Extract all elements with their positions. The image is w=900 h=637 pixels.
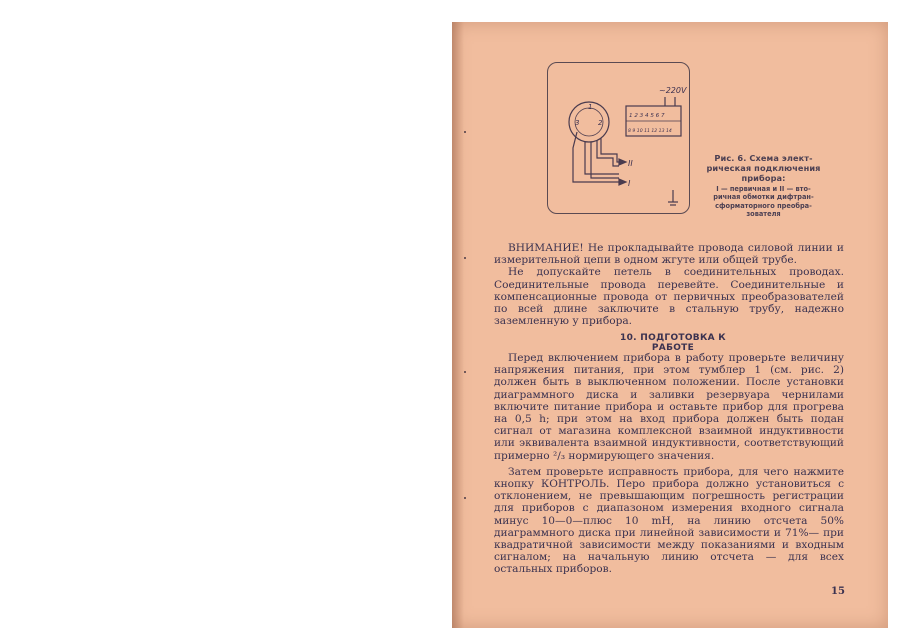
figure-caption: [705, 153, 822, 183]
connector-pin-3: 3: [575, 119, 580, 127]
wiring-diagram-svg: [547, 62, 688, 212]
section-title: 10. ПОДГОТОВКА К РАБОТЕ: [620, 333, 726, 353]
margin-mark: [464, 497, 466, 499]
terminal-bottom-row: 8 9 10 11 12 13 14: [628, 129, 672, 134]
margin-mark: [464, 257, 466, 259]
preparation-paragraph: Перед включением прибора в работу проверьте величину напряжения питания, при этом тумблер 1 (см. рис. 2) должен быть в выключенном положении. После установки диаграммного диска и заливки резервуара чернилами включите питание прибора и оставьте прибор для прогрева на 0,5 h; при этом на вход прибора должен быть подан сигнал от магазина комплексной взаимной индуктивности или эквивалента взаимной индуктивности, соответствующий примерно ²/₃ нормирующего значения.: [494, 352, 844, 462]
control-paragraph: Затем проверьте исправность прибора, для чего нажмите кнопку КОНТРОЛЬ. Перо прибора должно установиться с отклонением, не превышающим погрешность регистрации для приборов с диапазоном измерения входного сигнала минус 10—0—плюс 10 mH, на линию отсчета 50% диаграммного диска при линейной зависимости и 71%— при квадратичной зависимости между показаниями и входным сигналом; на начальную линию отсчета — для всех остальных приборов.: [494, 465, 844, 576]
legend-line: ричная обмотки дифтран-: [713, 193, 814, 202]
legend-line: зователя: [746, 210, 781, 219]
warning-paragraph: ВНИМАНИЕ! Не прокладывайте провода силовой линии и измерительной цепи в одном жгуте или общей трубе.: [494, 242, 844, 267]
legend-line: I — первичная и II — вто-: [716, 185, 811, 193]
warning-block: [494, 242, 844, 327]
caption-line: рическая подключения: [706, 163, 821, 173]
page-number: 15: [831, 586, 845, 597]
margin-mark: [464, 371, 466, 373]
section-body: [494, 352, 844, 576]
connector-pin-2: 2: [598, 119, 603, 127]
page-binding-shadow: [452, 22, 464, 628]
margin-mark: [464, 131, 466, 133]
caption-line: Рис. 6. Схема элект-: [714, 153, 813, 163]
caption-line: прибора:: [741, 173, 786, 183]
wire-label-1: I: [628, 179, 631, 188]
terminal-top-row: 1 2 3 4 5 6 7: [629, 113, 665, 119]
voltage-label: ~220V: [659, 86, 687, 95]
legend-line: сформаторного преобра-: [715, 201, 812, 210]
connector-pin-1: 1: [588, 103, 593, 111]
wiring-paragraph: Не допускайте петель в соединительных проводах. Соединительные провода перевейте. Соединительные и компенсационные провода от первичных преобразователей по всей длине заключите в стальную трубу, надежно заземленную у прибора.: [494, 266, 844, 328]
figure-legend: [705, 185, 822, 219]
wire-label-2: II: [628, 159, 633, 168]
